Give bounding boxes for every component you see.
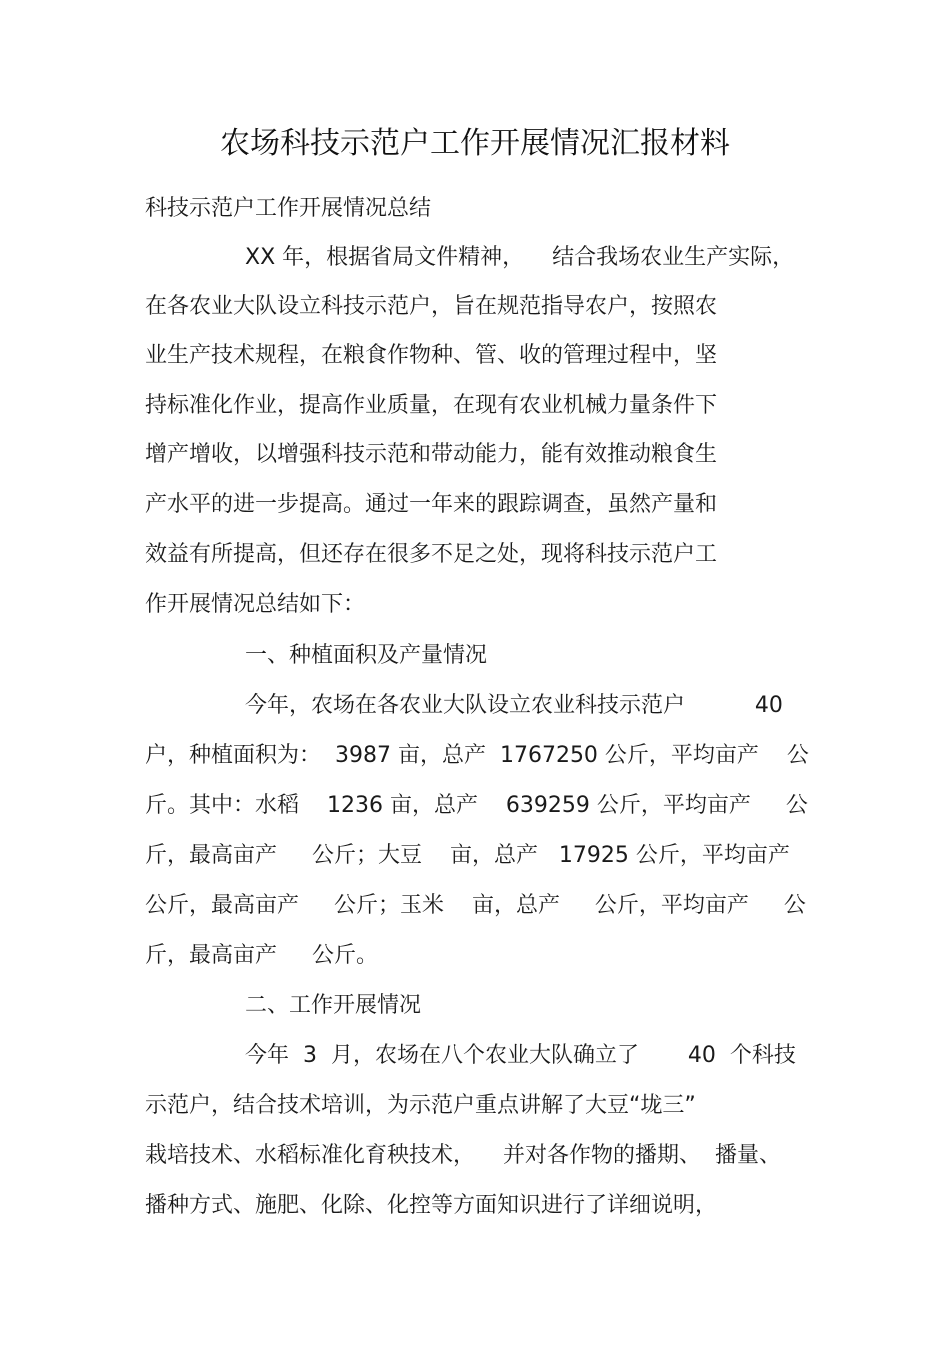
document-subtitle: 科技示范户工作开展情况总结	[145, 196, 432, 221]
paragraph-line: 斤，最高亩产 公斤；大豆 亩，总产 17925 公斤，平均亩产	[145, 843, 790, 868]
paragraph-line: 增产增收，以增强科技示范和带动能力，能有效推动粮食生	[145, 442, 718, 467]
paragraph-line: 产水平的进一步提高。通过一年来的跟踪调查，虽然产量和	[145, 492, 718, 517]
document-title: 农场科技示范户工作开展情况汇报材料	[220, 126, 730, 161]
section-heading: 一、种植面积及产量情况	[245, 643, 488, 668]
paragraph-line: 示范户，结合技术培训，为示范户重点讲解了大豆“垅三”	[145, 1093, 696, 1118]
paragraph-line: 在各农业大队设立科技示范户，旨在规范指导农户，按照农	[145, 294, 718, 319]
paragraph-line: 效益有所提高，但还存在很多不足之处，现将科技示范户工	[145, 542, 718, 567]
paragraph-line: 斤，最高亩产 公斤。	[145, 943, 378, 968]
paragraph-line: 作开展情况总结如下：	[145, 592, 366, 617]
paragraph-line: 业生产技术规程，在粮食作物种、管、收的管理过程中，坚	[145, 343, 718, 368]
paragraph-line: XX 年，根据省局文件精神， 结合我场农业生产实际，	[245, 245, 795, 270]
paragraph-line: 播种方式、施肥、化除、化控等方面知识进行了详细说明，	[145, 1193, 718, 1218]
section-heading: 二、工作开展情况	[245, 993, 422, 1018]
paragraph-line: 今年 3 月，农场在八个农业大队确立了 40 个科技	[245, 1043, 796, 1068]
paragraph-line: 持标准化作业，提高作业质量，在现有农业机械力量条件下	[145, 393, 718, 418]
paragraph-line: 斤。其中：水稻 1236 亩，总产 639259 公斤，平均亩产 公	[145, 793, 808, 818]
paragraph-line: 公斤，最高亩产 公斤；玉米 亩，总产 公斤，平均亩产 公	[145, 893, 806, 918]
paragraph-line: 今年，农场在各农业大队设立农业科技示范户 40	[245, 693, 783, 718]
paragraph-line: 户，种植面积为： 3987 亩，总产 1767250 公斤，平均亩产 公	[145, 743, 809, 768]
paragraph-line: 栽培技术、水稻标准化育秧技术， 并对各作物的播期、 播量、	[145, 1143, 781, 1168]
